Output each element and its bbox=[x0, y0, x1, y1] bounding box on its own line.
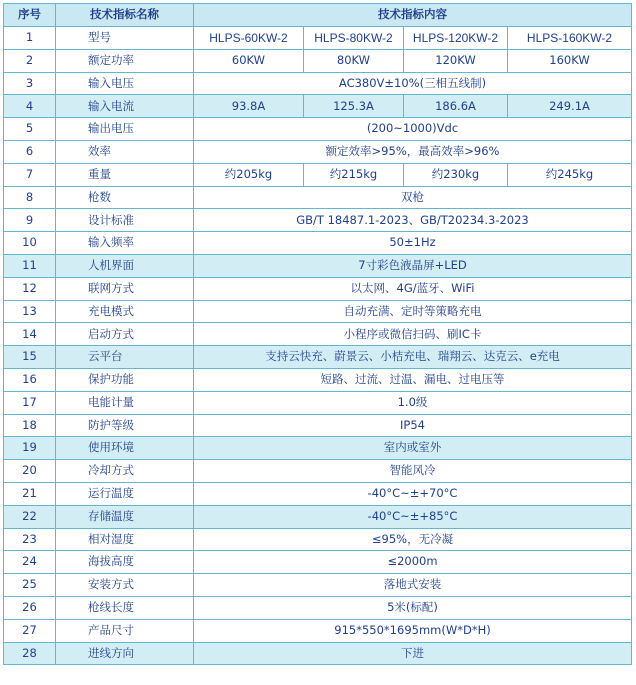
spec-name: 输入电流 bbox=[56, 95, 194, 118]
row-number: 19 bbox=[4, 437, 56, 460]
table-row bbox=[4, 437, 632, 460]
table-row bbox=[4, 346, 632, 369]
spec-name: 额定功率 bbox=[56, 49, 194, 72]
spec-value: 下进 bbox=[194, 642, 632, 665]
spec-value: 室内或室外 bbox=[194, 437, 632, 460]
table-row bbox=[4, 596, 632, 619]
spec-name: 电能计量 bbox=[56, 391, 194, 414]
row-number: 16 bbox=[4, 368, 56, 391]
spec-value-model-1: 约205kg bbox=[194, 163, 304, 186]
spec-name: 保护功能 bbox=[56, 368, 194, 391]
spec-name: 存储温度 bbox=[56, 505, 194, 528]
spec-name: 枪线长度 bbox=[56, 596, 194, 619]
table-row bbox=[4, 209, 632, 232]
row-number: 6 bbox=[4, 140, 56, 163]
spec-name: 输入频率 bbox=[56, 232, 194, 255]
spec-value-model-3: 186.6A bbox=[404, 95, 508, 118]
spec-name: 输入电压 bbox=[56, 72, 194, 95]
spec-value: -40°C~±+70°C bbox=[194, 482, 632, 505]
row-number: 28 bbox=[4, 642, 56, 665]
spec-value-model-3: 120KW bbox=[404, 49, 508, 72]
spec-name: 输出电压 bbox=[56, 118, 194, 141]
row-number: 23 bbox=[4, 528, 56, 551]
spec-value: GB/T 18487.1-2023、GB/T20234.3-2023 bbox=[194, 209, 632, 232]
spec-value: 短路、过流、过温、漏电、过电压等 bbox=[194, 368, 632, 391]
row-number: 24 bbox=[4, 551, 56, 574]
header-content: 技术指标内容 bbox=[194, 4, 632, 27]
spec-name: 安装方式 bbox=[56, 574, 194, 597]
header-no: 序号 bbox=[4, 4, 56, 27]
spec-value-model-4: 249.1A bbox=[508, 95, 632, 118]
spec-value-model-4: HLPS-160KW-2 bbox=[508, 27, 632, 50]
row-number: 22 bbox=[4, 505, 56, 528]
table-row bbox=[4, 300, 632, 323]
spec-value-model-1: 93.8A bbox=[194, 95, 304, 118]
row-number: 27 bbox=[4, 619, 56, 642]
table-row bbox=[4, 254, 632, 277]
spec-value: 50±1Hz bbox=[194, 232, 632, 255]
table-row bbox=[4, 642, 632, 665]
spec-value-model-2: 约215kg bbox=[304, 163, 404, 186]
spec-value: -40°C~±+85°C bbox=[194, 505, 632, 528]
spec-value: 1.0级 bbox=[194, 391, 632, 414]
row-number: 4 bbox=[4, 95, 56, 118]
spec-value: (200~1000)Vdc bbox=[194, 118, 632, 141]
table-row bbox=[4, 368, 632, 391]
table-row bbox=[4, 49, 632, 72]
spec-name: 联网方式 bbox=[56, 277, 194, 300]
table-row bbox=[4, 95, 632, 118]
table-row bbox=[4, 186, 632, 209]
spec-name: 充电模式 bbox=[56, 300, 194, 323]
spec-value-model-3: HLPS-120KW-2 bbox=[404, 27, 508, 50]
row-number: 20 bbox=[4, 460, 56, 483]
row-number: 26 bbox=[4, 596, 56, 619]
spec-name: 人机界面 bbox=[56, 254, 194, 277]
row-number: 13 bbox=[4, 300, 56, 323]
spec-name: 进线方向 bbox=[56, 642, 194, 665]
spec-value: 小程序或微信扫码、刷IC卡 bbox=[194, 323, 632, 346]
table-row bbox=[4, 163, 632, 186]
spec-value-model-4: 160KW bbox=[508, 49, 632, 72]
row-number: 10 bbox=[4, 232, 56, 255]
spec-value-model-1: 60KW bbox=[194, 49, 304, 72]
spec-name: 运行温度 bbox=[56, 482, 194, 505]
row-number: 17 bbox=[4, 391, 56, 414]
table-row bbox=[4, 460, 632, 483]
table-row bbox=[4, 140, 632, 163]
row-number: 5 bbox=[4, 118, 56, 141]
spec-value: 落地式安装 bbox=[194, 574, 632, 597]
row-number: 15 bbox=[4, 346, 56, 369]
spec-name: 产品尺寸 bbox=[56, 619, 194, 642]
spec-name: 启动方式 bbox=[56, 323, 194, 346]
spec-value: 智能风冷 bbox=[194, 460, 632, 483]
spec-name: 枪数 bbox=[56, 186, 194, 209]
spec-name: 海拔高度 bbox=[56, 551, 194, 574]
spec-name: 重量 bbox=[56, 163, 194, 186]
table-row bbox=[4, 118, 632, 141]
spec-name: 防护等级 bbox=[56, 414, 194, 437]
table-row bbox=[4, 528, 632, 551]
table-row bbox=[4, 551, 632, 574]
spec-value-model-4: 约245kg bbox=[508, 163, 632, 186]
spec-name: 云平台 bbox=[56, 346, 194, 369]
spec-table bbox=[3, 3, 632, 665]
table-row bbox=[4, 27, 632, 50]
spec-value-model-2: 125.3A bbox=[304, 95, 404, 118]
row-number: 9 bbox=[4, 209, 56, 232]
table-row bbox=[4, 574, 632, 597]
table-row bbox=[4, 232, 632, 255]
row-number: 12 bbox=[4, 277, 56, 300]
row-number: 21 bbox=[4, 482, 56, 505]
spec-value: 额定效率>95%，最高效率>96% bbox=[194, 140, 632, 163]
table-row bbox=[4, 414, 632, 437]
spec-name: 型号 bbox=[56, 27, 194, 50]
spec-name: 冷却方式 bbox=[56, 460, 194, 483]
spec-value-model-1: HLPS-60KW-2 bbox=[194, 27, 304, 50]
spec-value: ≤2000m bbox=[194, 551, 632, 574]
row-number: 14 bbox=[4, 323, 56, 346]
row-number: 11 bbox=[4, 254, 56, 277]
spec-value-model-2: HLPS-80KW-2 bbox=[304, 27, 404, 50]
row-number: 8 bbox=[4, 186, 56, 209]
spec-value: 915*550*1695mm(W*D*H) bbox=[194, 619, 632, 642]
spec-value: 以太网、4G/蓝牙、WiFi bbox=[194, 277, 632, 300]
table-row bbox=[4, 482, 632, 505]
row-number: 3 bbox=[4, 72, 56, 95]
spec-value-model-2: 80KW bbox=[304, 49, 404, 72]
spec-value: IP54 bbox=[194, 414, 632, 437]
row-number: 7 bbox=[4, 163, 56, 186]
row-number: 1 bbox=[4, 27, 56, 50]
spec-value-model-3: 约230kg bbox=[404, 163, 508, 186]
spec-value: AC380V±10%(三相五线制) bbox=[194, 72, 632, 95]
table-row bbox=[4, 323, 632, 346]
spec-value: 支持云快充、蔚景云、小桔充电、瑞翔云、达克云、e充电 bbox=[194, 346, 632, 369]
table-row bbox=[4, 619, 632, 642]
spec-name: 相对湿度 bbox=[56, 528, 194, 551]
table-row bbox=[4, 391, 632, 414]
spec-name: 使用环境 bbox=[56, 437, 194, 460]
row-number: 18 bbox=[4, 414, 56, 437]
table-row bbox=[4, 277, 632, 300]
row-number: 2 bbox=[4, 49, 56, 72]
spec-value: ≤95%，无冷凝 bbox=[194, 528, 632, 551]
spec-value: 5米(标配) bbox=[194, 596, 632, 619]
row-number: 25 bbox=[4, 574, 56, 597]
spec-name: 效率 bbox=[56, 140, 194, 163]
spec-value: 双枪 bbox=[194, 186, 632, 209]
table-row bbox=[4, 505, 632, 528]
spec-name: 设计标准 bbox=[56, 209, 194, 232]
header-row bbox=[4, 4, 632, 27]
header-name: 技术指标名称 bbox=[56, 4, 194, 27]
spec-value: 自动充满、定时等策略充电 bbox=[194, 300, 632, 323]
spec-value: 7寸彩色液晶屏+LED bbox=[194, 254, 632, 277]
table-row bbox=[4, 72, 632, 95]
